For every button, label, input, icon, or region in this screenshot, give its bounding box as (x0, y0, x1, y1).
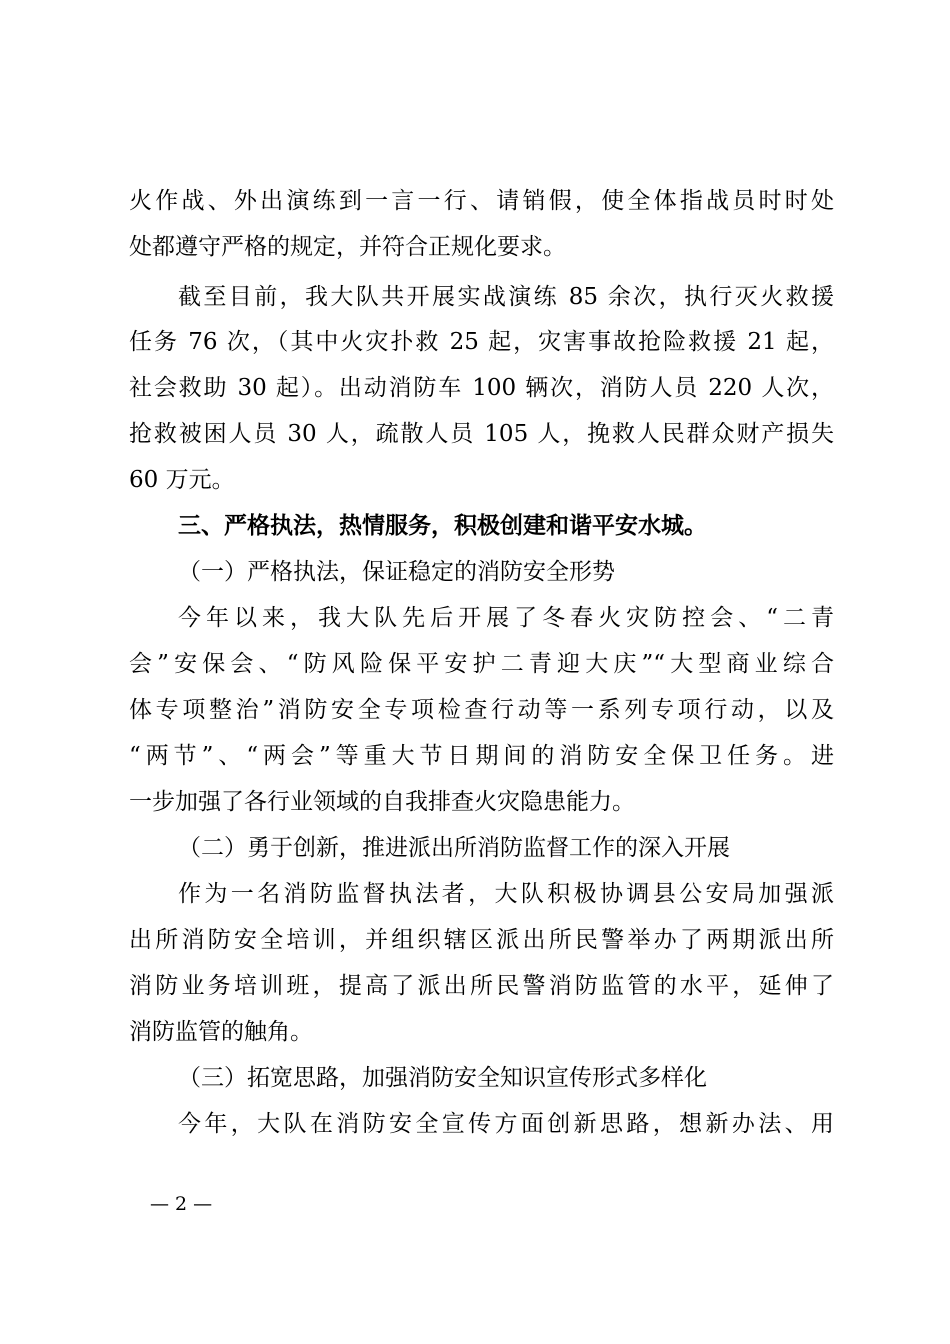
subsection-1-line-5: 一步加强了各行业领域的自我排查火灾隐患能力。 (129, 789, 635, 815)
subsection-1-line-1: 今年以来，我大队先后开展了冬春火灾防控会、“二青 (178, 605, 834, 631)
subsection-1-line-2: 会”安保会、“防风险保平安护二青迎大庆”“大型商业综合 (129, 651, 834, 677)
subsection-1-line-3: 体专项整治”消防安全专项检查行动等一系列专项行动，以及 (129, 697, 834, 723)
subsection-2-line-2: 出所消防安全培训，并组织辖区派出所民警举办了两期派出所 (129, 927, 834, 953)
subsection-2-line-4: 消防监管的触角。 (129, 1019, 313, 1045)
paragraph-2-line-5: 60 万元。 (129, 467, 235, 493)
subsection-2-heading: （二）勇于创新，推进派出所消防监督工作的深入开展 (178, 835, 730, 861)
paragraph-1-line-2: 处都遵守严格的规定，并符合正规化要求。 (129, 234, 566, 260)
subsection-3-line-1: 今年，大队在消防安全宣传方面创新思路，想新办法、用 (178, 1111, 834, 1137)
subsection-2-line-3: 消防业务培训班，提高了派出所民警消防监管的水平，延伸了 (129, 973, 834, 999)
page-number: — 2 — (150, 1193, 213, 1215)
paragraph-2-line-3: 社会救助 30 起）。出动消防车 100 辆次，消防人员 220 人次， (129, 375, 834, 401)
paragraph-2-line-4: 抢救被困人员 30 人，疏散人员 105 人，挽救人民群众财产损失 (129, 421, 834, 447)
subsection-2-line-1: 作为一名消防监督执法者，大队积极协调县公安局加强派 (178, 881, 834, 907)
paragraph-2-line-2: 任务 76 次，（其中火灾扑救 25 起，灾害事故抢险救援 21 起， (129, 329, 834, 355)
subsection-3-heading: （三）拓宽思路，加强消防安全知识宣传形式多样化 (178, 1065, 707, 1091)
subsection-1-line-4: “两节”、“两会”等重大节日期间的消防安全保卫任务。进 (129, 743, 834, 769)
section-3-heading: 三、严格执法，热情服务，积极创建和谐平安水城。 (178, 513, 707, 539)
paragraph-1-line-1: 火作战、外出演练到一言一行、请销假，使全体指战员时时处 (129, 188, 834, 214)
subsection-1-heading: （一）严格执法，保证稳定的消防安全形势 (178, 559, 615, 585)
paragraph-2-line-1: 截至目前，我大队共开展实战演练 85 余次，执行灭火救援 (178, 284, 834, 310)
